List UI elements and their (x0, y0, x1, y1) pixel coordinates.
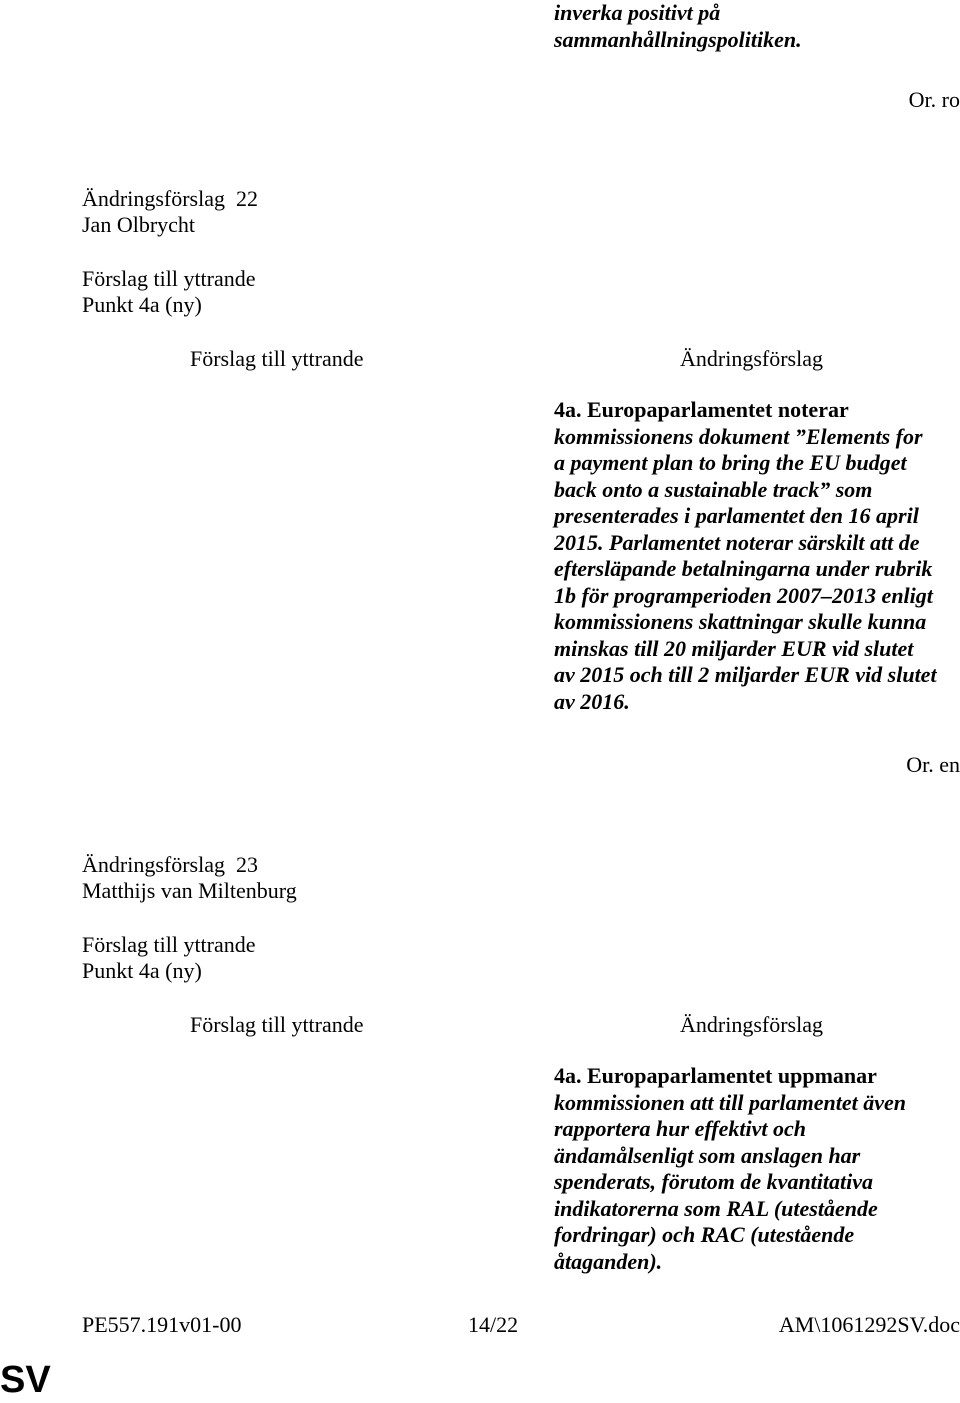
point-label: Punkt 4a (ny) (82, 292, 202, 317)
amendment-text-lead: 4a. Europaparlamentet uppmanar (554, 1063, 877, 1088)
amendment-author: Jan Olbrycht (82, 212, 196, 237)
column-heading-amendment: Ändringsförslag (680, 1012, 823, 1037)
amendment-author: Matthijs van Miltenburg (82, 878, 297, 903)
point-label: Punkt 4a (ny) (82, 958, 202, 983)
column-heading-proposal: Förslag till yttrande (190, 346, 364, 371)
footer-document-name: AM\1061292SV.doc (778, 1312, 960, 1337)
amendment-text-line: indikatorerna som RAL (utestående (554, 1195, 878, 1221)
amendment-text-line: åtaganden). (554, 1248, 663, 1274)
footer-reference: PE557.191v01-00 (82, 1312, 242, 1337)
footer-page-number: 14/22 (468, 1312, 519, 1337)
amendment-text-lead: 4a. Europaparlamentet noterar (554, 397, 849, 422)
amendment-text-line: kommissionen att till parlamentet även (554, 1089, 907, 1115)
amendment-text-line: rapportera hur effektivt och (554, 1116, 806, 1141)
amendment-text (554, 397, 960, 715)
amendment-text-line: ändamålsenligt som anslagen har (554, 1142, 861, 1168)
amendment-text-line: minskas till 20 miljarder EUR vid slutet (554, 635, 914, 661)
amendment-text-line: a payment plan to bring the EU budget (554, 450, 907, 475)
amendment-text-line: av 2016. (554, 688, 630, 714)
continuation-line: sammanhållningspolitiken. (554, 26, 802, 52)
amendment-text-line: eftersläpande betalningarna under rubrik (554, 556, 933, 581)
amendment-text-line: 2015. Parlamentet noterar särskilt att de (554, 529, 920, 555)
amendment-text-line: kommissionens skattningar skulle kunna (554, 609, 927, 634)
language-code: SV (0, 1359, 51, 1401)
amendment-text-line: spenderats, förutom de kvantitativa (554, 1169, 873, 1194)
continuation-line: inverka positivt på (554, 0, 721, 25)
original-language-label: Or. en (906, 752, 960, 777)
amendment-text-line: kommissionens dokument ”Elements for (554, 423, 923, 449)
original-language-label: Or. ro (908, 87, 960, 112)
amendment-text-line: presenterades i parlamentet den 16 april (554, 503, 919, 528)
amendment-text-line: 1b för programperioden 2007–2013 enligt (554, 582, 933, 608)
proposal-label: Förslag till yttrande (82, 266, 256, 291)
column-heading-amendment: Ändringsförslag (680, 346, 823, 371)
column-heading-proposal: Förslag till yttrande (190, 1012, 364, 1037)
amendment-number: Ändringsförslag 23 (82, 852, 258, 877)
amendment-number: Ändringsförslag 22 (82, 186, 258, 211)
continuation-text (554, 0, 960, 53)
amendment-text (554, 1063, 960, 1275)
amendment-text-line: fordringar) och RAC (utestående (554, 1222, 855, 1247)
amendment-text-line: back onto a sustainable track” som (554, 476, 873, 502)
amendment-text-line: av 2015 och till 2 miljarder EUR vid slutet (554, 662, 937, 687)
proposal-label: Förslag till yttrande (82, 932, 256, 957)
